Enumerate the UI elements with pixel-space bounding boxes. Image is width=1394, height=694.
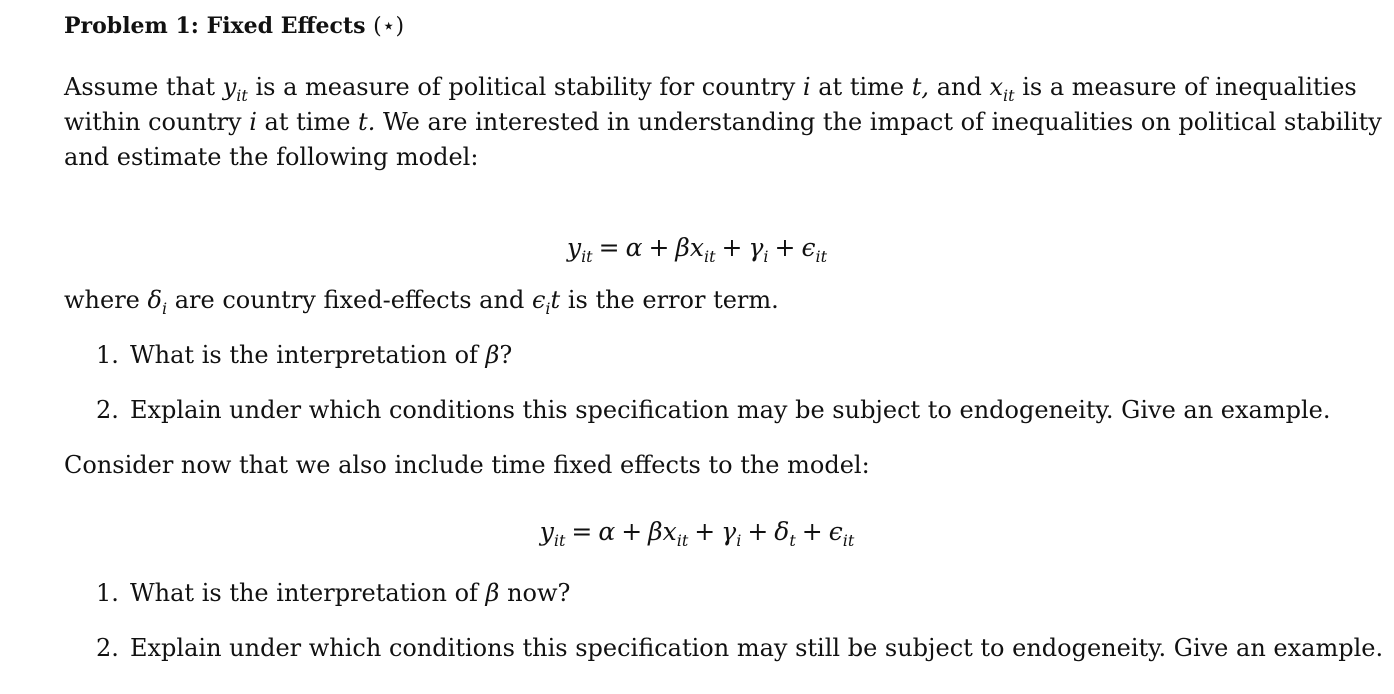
equation-2: $y_{it} = \alpha + \beta x_{it} + \gamma_i + \delta_t + \epsilon_{it}$	[539, 517, 855, 550]
problem-title	[64, 11, 404, 42]
intro-line-2: within country i at time t. We are interested in understanding the impact of inequalities on political stability	[64, 108, 1382, 136]
question-1-2: 2. Explain under which conditions this specification may be subject to endogeneity. Give an example.	[96, 396, 1331, 424]
consider-line: Consider now that we also include time fixed effects to the model:	[64, 451, 870, 479]
difficulty-marker: (⋆)	[373, 14, 405, 39]
var-y-it: $y_{it}$	[222, 73, 248, 105]
intro-line-1: Assume that $y_{it}$ is a measure of political stability for country i at time t, and $x_{it}$ is a measure of inequalities	[64, 73, 1357, 105]
question-1-1: 1. What is the interpretation of β?	[96, 341, 513, 369]
where-line: where $\delta_i$ are country fixed-effects and $\epsilon_it$ is the error term.	[64, 286, 779, 318]
equation-1: $y_{it} = \alpha + \beta x_{it} + \gamma_i + \epsilon_{it}$	[566, 233, 828, 266]
question-2-2: 2. Explain under which conditions this specification may still be subject to endogeneity. Give an example.	[96, 634, 1384, 662]
intro-line-3: and estimate the following model:	[64, 143, 479, 171]
var-x-it: $x_{it}$	[989, 73, 1015, 105]
problem-title-text: Problem 1: Fixed Effects	[64, 13, 366, 39]
question-2-1: 1. What is the interpretation of β now?	[96, 579, 571, 607]
